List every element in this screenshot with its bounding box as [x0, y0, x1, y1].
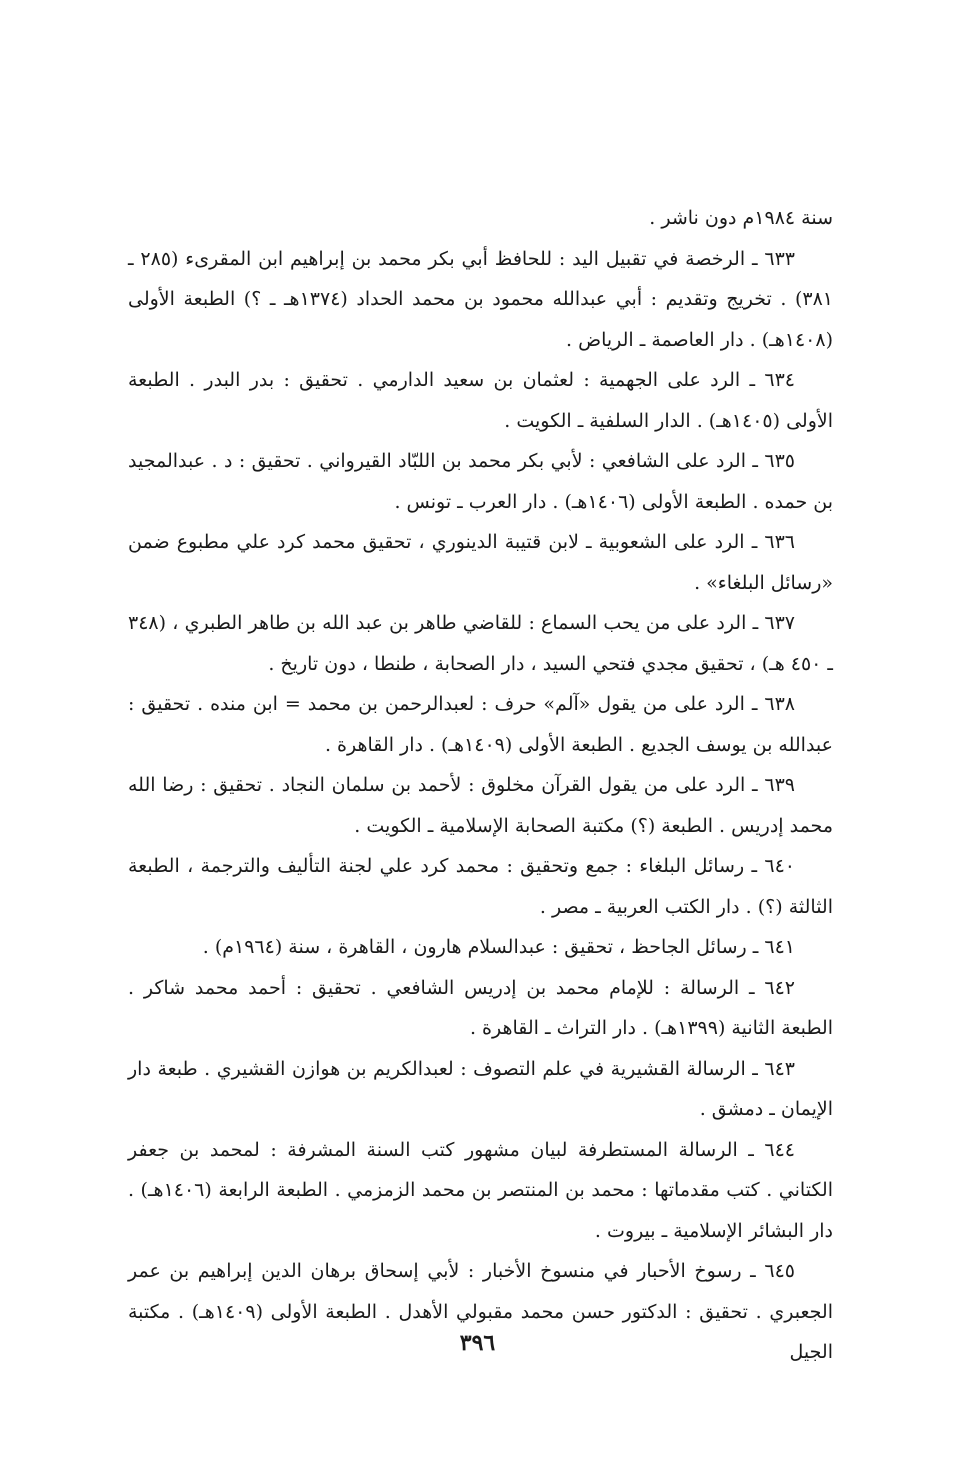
entry-643: ٦٤٣ ـ الرسالة القشيرية في علم التصوف : لعبدالكريم بن هوازن القشيري . طبعة دار الإيمان ـ دمشق . — [128, 1057, 833, 1120]
bibliography-text — [128, 198, 833, 1373]
entry-639: ٦٣٩ ـ الرد على من يقول القرآن مخلوق : لأحمد بن سلمان النجاد . تحقيق : رضا الله محمد إدريس . الطبعة (؟) مكتبة الصحابة الإسلامية ـ الكويت . — [128, 774, 833, 837]
entry-640: ٦٤٠ ـ رسائل البلغاء : جمع وتحقيق : محمد كرد علي لجنة التأليف والترجمة ، الطبعة الثالثة (؟) . دار الكتب العربية ـ مصر . — [128, 855, 833, 918]
entry-633: ٦٣٣ ـ الرخصة في تقبيل اليد : للحافظ أبي بكر محمد بن إبراهيم ابن المقرىء (٢٨٥ ـ ٣٨١) . تخريج وتقديم : أبي عبدالله محمود بن محمد الحداد (١٣٧٤هـ ـ ؟) الطبعة الأولى (١٤٠٨هـ) . دار العاصمة ـ الرياض . — [128, 247, 833, 351]
entry-638: ٦٣٨ ـ الرد على من يقول «آلم» حرف : لعبدالرحمن بن محمد = ابن منده . تحقيق : عبدالله بن يوسف الجديع . الطبعة الأولى (١٤٠٩هـ) . دار القاهرة . — [128, 693, 833, 756]
entry-645: ٦٤٥ ـ رسوخ الأحبار في منسوخ الأخبار : لأبي إسحاق برهان الدين إبراهيم بن عمر الجعبري . تحقيق : الدكتور حسن محمد مقبولي الأهدل . الطبعة الأولى (١٤٠٩هـ) . مكتبة الجيل — [128, 1260, 833, 1363]
entry-636: ٦٣٦ ـ الرد على الشعوبية ـ لابن قتيبة الدينوري ، تحقيق محمد كرد علي مطبوع ضمن «رسائل البلغاء» . — [128, 531, 833, 594]
page-number: ٣٩٦ — [459, 1330, 496, 1356]
entry-644: ٦٤٤ ـ الرسالة المستطرفة لبيان مشهور كتب السنة المشرفة : لمحمد بن جعفر الكتاني . كتب مقدماتها : محمد بن المنتصر بن محمد الزمزمي . الطبعة الرابعة (١٤٠٦هـ) . دار البشائر الإسلامية ـ بيروت . — [128, 1138, 833, 1242]
entry-637: ٦٣٧ ـ الرد على من يحب السماع : للقاضي طاهر بن عبد الله بن طاهر الطبري ، (٣٤٨ ـ ٤٥٠ هـ) ، تحقيق مجدي فتحي السيد ، دار الصحابة ، طنطا ، دون تاريخ . — [128, 612, 833, 675]
entry-634: ٦٣٤ ـ الرد على الجهمية : لعثمان بن سعيد الدارمي . تحقيق : بدر البدر . الطبعة الأولى (١٤٠٥هـ) . الدار السلفية ـ الكويت . — [128, 369, 833, 432]
entry-641: ٦٤١ ـ رسائل الجاحظ ، تحقيق : عبدالسلام هارون ، القاهرة ، سنة (١٩٦٤م) . — [202, 936, 795, 958]
entry-continuation: سنة ١٩٨٤م دون ناشر . — [649, 207, 833, 229]
entry-642: ٦٤٢ ـ الرسالة : للإمام محمد بن إدريس الشافعي . تحقيق : أحمد محمد شاكر . الطبعة الثانية (١٣٩٩هـ) . دار التراث ـ القاهرة . — [128, 976, 833, 1039]
entry-635: ٦٣٥ ـ الرد على الشافعي : لأبي بكر محمد بن اللبّاد القيرواني . تحقيق : د . عبدالمجيد بن حمده . الطبعة الأولى (١٤٠٦هـ) . دار العرب ـ تونس . — [128, 450, 833, 513]
